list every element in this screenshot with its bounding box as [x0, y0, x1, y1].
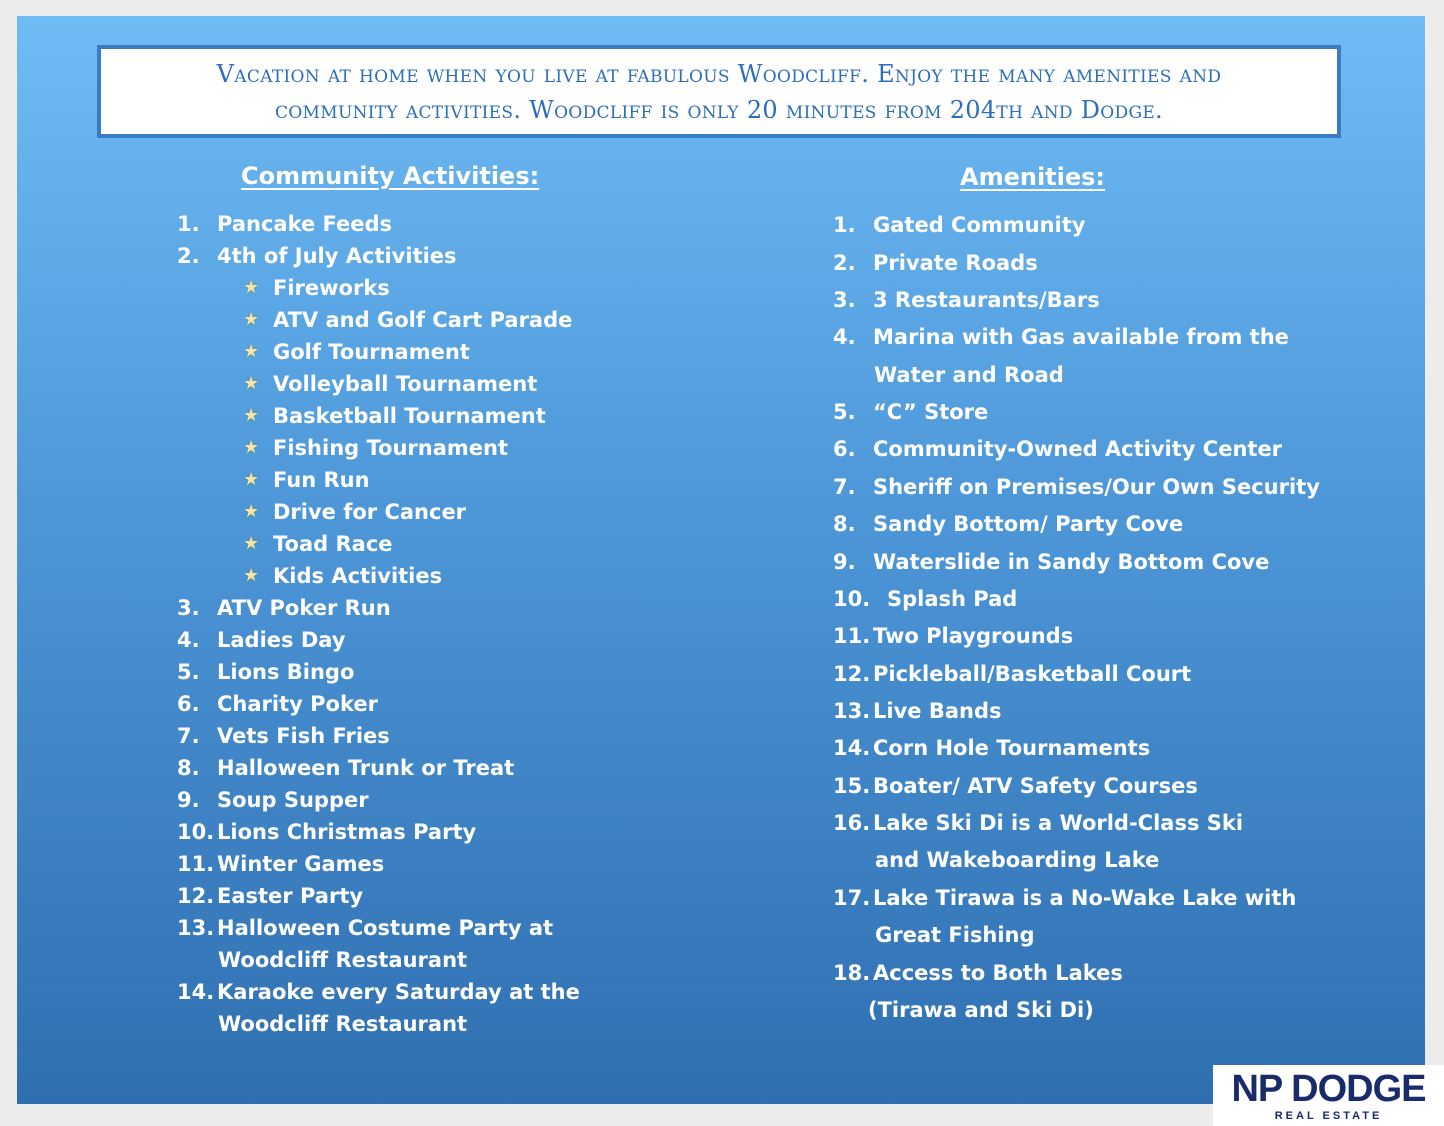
item-number: 15. [833, 774, 871, 798]
amenity-item [833, 734, 1150, 762]
item-number: 5. [177, 660, 200, 684]
july-sub-item [243, 434, 508, 462]
item-number: 4. [177, 628, 200, 652]
item-number: 6. [833, 437, 856, 461]
item-text: Corn Hole Tournaments [873, 736, 1151, 760]
activity-item [177, 978, 580, 1006]
item-text: Two Playgrounds [873, 624, 1074, 648]
item-continuation: Woodcliff Restaurant [218, 948, 468, 972]
amenity-item [833, 585, 1017, 613]
item-text: Private Roads [873, 251, 1038, 275]
july-sub-item [243, 338, 470, 366]
item-text: Waterslide in Sandy Bottom Cove [873, 550, 1270, 574]
headline-line-2: community activities. Woodcliff is only 20 minutes from 204th and Dodge. [275, 95, 1163, 124]
amenity-item [833, 435, 1282, 463]
item-text: Boater/ ATV Safety Courses [873, 774, 1198, 798]
community-activities-title: Community Activities: [241, 162, 540, 190]
star-icon: ★ [243, 341, 260, 362]
logo-sub-text: REAL ESTATE [1274, 1110, 1383, 1122]
amenity-item [833, 510, 1183, 538]
item-number: 13. [833, 699, 871, 723]
item-text: Lake Ski Di is a World-Class Ski [873, 811, 1244, 835]
july-sub-item [243, 562, 443, 590]
item-number: 13. [177, 916, 215, 940]
item-number: 7. [833, 475, 856, 499]
item-number: 8. [177, 756, 200, 780]
activity-item [177, 818, 476, 846]
item-text: Soup Supper [217, 788, 369, 812]
item-text: Ladies Day [217, 628, 346, 652]
item-number: 11. [833, 624, 871, 648]
item-continuation: (Tirawa and Ski Di) [868, 998, 1094, 1022]
np-dodge-logo [1213, 1065, 1444, 1126]
amenity-item [833, 884, 1296, 912]
item-number: 7. [177, 724, 200, 748]
item-text: 4th of July Activities [217, 244, 457, 268]
activity-item [177, 914, 553, 942]
item-text: Easter Party [217, 884, 364, 908]
amenity-item [833, 211, 1085, 239]
sub-item-text: Kids Activities [273, 564, 443, 588]
amenity-item [833, 660, 1191, 688]
item-number: 10. [833, 587, 871, 611]
item-text: Karaoke every Saturday at the [217, 980, 580, 1004]
item-number: 5. [833, 400, 856, 424]
sub-item-text: Volleyball Tournament [273, 372, 538, 396]
activity-item [177, 242, 457, 270]
item-number: 12. [177, 884, 215, 908]
item-text: “C” Store [873, 400, 989, 424]
item-number: 1. [177, 212, 200, 236]
item-text: Community-Owned Activity Center [873, 437, 1283, 461]
headline [217, 56, 1222, 128]
item-number: 17. [833, 886, 871, 910]
item-text: Sandy Bottom/ Party Cove [873, 512, 1184, 536]
star-icon: ★ [243, 405, 260, 426]
sub-item-text: Fun Run [273, 468, 370, 492]
star-icon: ★ [243, 469, 260, 490]
july-sub-item [243, 402, 546, 430]
star-icon: ★ [243, 309, 260, 330]
amenity-item [833, 809, 1243, 837]
item-text: Lions Christmas Party [217, 820, 477, 844]
amenity-item [833, 772, 1198, 800]
amenity-item [833, 622, 1073, 650]
flyer-page [17, 16, 1425, 1104]
item-text: Vets Fish Fries [217, 724, 390, 748]
july-sub-item [243, 530, 393, 558]
item-number: 3. [177, 596, 200, 620]
item-text: Splash Pad [887, 587, 1018, 611]
item-number: 3. [833, 288, 856, 312]
item-number: 9. [833, 550, 856, 574]
item-number: 14. [177, 980, 215, 1004]
july-sub-item [243, 498, 467, 526]
sub-item-text: Basketball Tournament [273, 404, 546, 428]
star-icon: ★ [243, 277, 260, 298]
activity-item [177, 754, 514, 782]
logo-main-text: NP DODGE [1231, 1068, 1426, 1110]
july-sub-item [243, 370, 538, 398]
amenity-item [833, 398, 988, 426]
item-text: Lake Tirawa is a No-Wake Lake with [873, 886, 1297, 910]
amenities-title: Amenities: [960, 163, 1106, 191]
item-text: Winter Games [217, 852, 385, 876]
activity-item [177, 850, 384, 878]
star-icon: ★ [243, 437, 260, 458]
item-text: Access to Both Lakes [873, 961, 1123, 985]
activity-item [177, 594, 391, 622]
july-sub-item [243, 274, 390, 302]
item-text: Live Bands [873, 699, 1002, 723]
amenity-item [833, 323, 1289, 351]
amenity-item [833, 697, 1001, 725]
amenity-item [833, 959, 1123, 987]
july-sub-item [243, 466, 370, 494]
headline-line-1: Vacation at home when you live at fabulous Woodcliff. Enjoy the many amenities and [216, 59, 1222, 88]
star-icon: ★ [243, 533, 260, 554]
sub-item-text: Toad Race [273, 532, 393, 556]
item-text: Halloween Costume Party at [217, 916, 554, 940]
activity-item [177, 690, 378, 718]
item-number: 18. [833, 961, 871, 985]
item-text: ATV Poker Run [217, 596, 391, 620]
sub-item-text: Golf Tournament [273, 340, 470, 364]
sub-item-text: Fishing Tournament [273, 436, 508, 460]
item-number: 10. [177, 820, 215, 844]
item-number: 12. [833, 662, 871, 686]
activity-item [177, 722, 390, 750]
sub-item-text: Drive for Cancer [273, 500, 467, 524]
star-icon: ★ [243, 565, 260, 586]
amenity-item [833, 548, 1269, 576]
activity-item [177, 626, 345, 654]
item-continuation: and Wakeboarding Lake [875, 848, 1160, 872]
item-number: 14. [833, 736, 871, 760]
item-number: 2. [833, 251, 856, 275]
activity-item [177, 882, 363, 910]
star-icon: ★ [243, 501, 260, 522]
item-text: Marina with Gas available from the [873, 325, 1289, 349]
amenity-item [833, 249, 1038, 277]
item-continuation: Great Fishing [875, 923, 1035, 947]
item-text: Sheriff on Premises/Our Own Security [873, 475, 1320, 499]
item-text: Halloween Trunk or Treat [217, 756, 515, 780]
item-continuation: Water and Road [874, 363, 1064, 387]
item-text: Charity Poker [217, 692, 378, 716]
star-icon: ★ [243, 373, 260, 394]
headline-box [97, 45, 1341, 138]
sub-item-text: ATV and Golf Cart Parade [273, 308, 573, 332]
july-sub-item [243, 306, 573, 334]
item-number: 6. [177, 692, 200, 716]
item-number: 2. [177, 244, 200, 268]
item-text: Lions Bingo [217, 660, 355, 684]
item-number: 9. [177, 788, 200, 812]
item-continuation: Woodcliff Restaurant [218, 1012, 468, 1036]
item-number: 16. [833, 811, 871, 835]
item-number: 11. [177, 852, 215, 876]
amenity-item [833, 286, 1100, 314]
amenity-item [833, 473, 1320, 501]
item-text: Gated Community [873, 213, 1086, 237]
item-number: 1. [833, 213, 856, 237]
activity-item [177, 786, 369, 814]
item-text: Pancake Feeds [217, 212, 393, 236]
activity-item [177, 658, 354, 686]
item-number: 8. [833, 512, 856, 536]
item-text: 3 Restaurants/Bars [873, 288, 1100, 312]
activity-item [177, 210, 392, 238]
sub-item-text: Fireworks [273, 276, 390, 300]
item-text: Pickleball/Basketball Court [873, 662, 1192, 686]
item-number: 4. [833, 325, 856, 349]
